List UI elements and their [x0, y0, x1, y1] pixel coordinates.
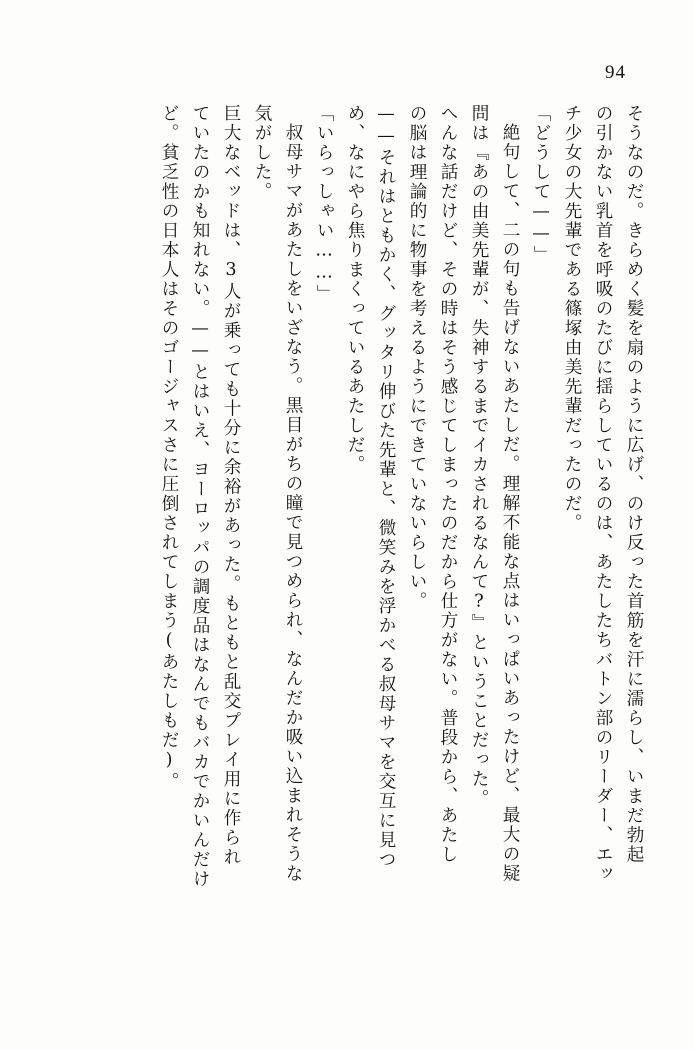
- text-line: チ少女の大先輩である篠塚由美先輩だったのだ。: [562, 104, 582, 533]
- text-line: ——それはともかく、グッタリ伸びた先輩と、微笑みを浮かべる叔母サマを交互に見つ: [376, 104, 396, 870]
- text-line: 「いらっしゃい……」: [314, 104, 334, 304]
- text-line: そうなのだ。きらめく髪を扇のように広げ、のけ反った首筋を汗に濡らし、いまだ勃起: [624, 104, 644, 865]
- text-line: ていたのかも知れない。——とはいえ、ヨーロッパの調度品はなんでもバカでかいんだけ: [190, 104, 210, 889]
- text-line: の脳は理論的に物事を考えるようにできていないらしい。: [407, 104, 427, 611]
- text-line: 絶句して、二の句も告げないあたしだ。理解不能な点はいっぱいあったけど、最大の疑: [500, 123, 520, 884]
- page-number: 94: [605, 62, 626, 83]
- text-line: 巨大なベッドは、3人が乗っても十分に余裕があった。もともと乱交プレイ用に作られ: [221, 104, 241, 867]
- text-line: へんな話だけど、その時はそう感じてしまったのだから仕方がない。普段から、あたし: [438, 104, 458, 865]
- text-line: ど。貧乏性の日本人はそのゴージャスさに圧倒されてしまう(あたしもだ)。: [159, 104, 179, 792]
- vertical-text-body: [40, 104, 642, 1004]
- text-line: 問は『あの由美先輩が、失神するまでイカされるなんて?』ということだった。: [469, 104, 489, 809]
- text-line: の引かない乳首を呼吸のたびに揺らしているのは、あたしたちバトン部のリーダー、エッ: [593, 104, 613, 884]
- text-line: 「どうして——」: [531, 104, 551, 265]
- text-line: 気がした。: [252, 104, 272, 202]
- text-line: 叔母サマがあたしをいざなう。黒目がちの瞳で見つめられ、なんだか吸い込まれそうな: [283, 123, 303, 884]
- text-line: め、なにやら焦りまくっているあたしだ。: [345, 104, 365, 475]
